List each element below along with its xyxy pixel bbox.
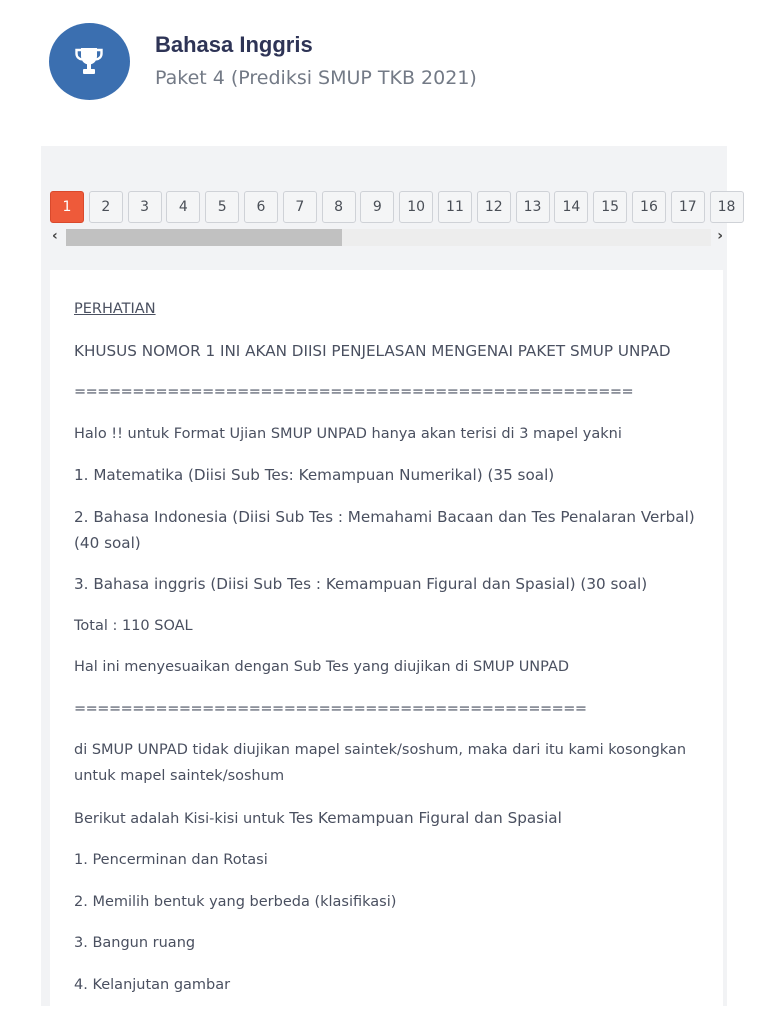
- subject-item: 2. Bahasa Indonesia (Diisi Sub Tes : Memahami Bacaan dan Tes Penalaran Verbal) (40 soal): [74, 507, 695, 552]
- kisi-intro-prefix: Berikut adalah Kisi-kisi untuk: [74, 810, 290, 827]
- scroll-thumb[interactable]: [66, 229, 342, 246]
- saintek-text: di SMUP UNPAD tidak diujikan mapel saintek/soshum, maka dari itu kami kosongkan untuk mapel saintek/soshum: [74, 742, 687, 784]
- question-number-button-17[interactable]: 17: [671, 191, 705, 223]
- horizontal-scrollbar[interactable]: [50, 229, 727, 246]
- page-title: Bahasa Inggris: [155, 32, 313, 57]
- notice-text: KHUSUS NOMOR 1 INI AKAN DIISI PENJELASAN MENGENAI PAKET SMUP UNPAD: [74, 341, 671, 360]
- question-panel: [41, 146, 736, 1006]
- question-number-button-7[interactable]: 7: [283, 191, 317, 223]
- kisi-item: 4. Kelanjutan gambar: [74, 976, 231, 993]
- page-subtitle: Paket 4 (Prediksi SMUP TKB 2021): [155, 67, 477, 89]
- subject-item: 1. Matematika (Diisi Sub Tes: Kemampuan Numerikal) (35 soal): [74, 466, 555, 484]
- intro-text: Halo !! untuk Format Ujian SMUP UNPAD hanya akan terisi di 3 mapel yakni: [74, 425, 622, 442]
- total-text: Total : 110 SOAL: [74, 617, 193, 634]
- question-number-button-18[interactable]: 18: [710, 191, 744, 223]
- question-number-button-5[interactable]: 5: [205, 191, 239, 223]
- kisi-item: 1. Pencerminan dan Rotasi: [74, 852, 268, 868]
- scroll-left-icon[interactable]: ‹: [52, 228, 58, 244]
- kisi-item: 3. Bangun ruang: [74, 935, 196, 951]
- question-number-button-6[interactable]: 6: [244, 191, 278, 223]
- separator-line: ================================================: [74, 384, 634, 400]
- kisi-subject: Tes Kemampuan Figural dan Spasial: [289, 808, 562, 827]
- trophy-icon: [73, 45, 105, 77]
- question-number-button-12[interactable]: 12: [477, 191, 511, 223]
- question-number-button-4[interactable]: 4: [166, 191, 200, 223]
- question-number-button-15[interactable]: 15: [593, 191, 627, 223]
- question-number-button-16[interactable]: 16: [632, 191, 666, 223]
- scroll-right-icon[interactable]: ›: [717, 228, 723, 244]
- question-number-button-1[interactable]: 1: [50, 191, 84, 223]
- question-number-button-3[interactable]: 3: [128, 191, 162, 223]
- adjust-text: Hal ini menyesuaikan dengan Sub Tes yang diujikan di SMUP UNPAD: [74, 659, 570, 675]
- notice-heading: PERHATIAN: [74, 301, 156, 317]
- question-number-button-13[interactable]: 13: [516, 191, 550, 223]
- separator-line: ============================================: [74, 700, 587, 717]
- scroll-track[interactable]: [66, 229, 711, 246]
- question-number-button-11[interactable]: 11: [438, 191, 472, 223]
- subject-item: 3. Bahasa inggris (Diisi Sub Tes : Kemampuan Figural dan Spasial) (30 soal): [74, 575, 648, 593]
- question-number-button-14[interactable]: 14: [554, 191, 588, 223]
- kisi-intro: [74, 805, 704, 832]
- question-number-button-8[interactable]: 8: [322, 191, 356, 223]
- question-number-list: [50, 191, 748, 225]
- kisi-item: 2. Memilih bentuk yang berbeda (klasifikasi): [74, 893, 397, 910]
- question-number-button-9[interactable]: 9: [360, 191, 394, 223]
- question-number-button-2[interactable]: 2: [89, 191, 123, 223]
- question-number-strip[interactable]: [50, 191, 736, 225]
- question-content-card: [50, 270, 723, 1010]
- trophy-badge: [49, 23, 130, 100]
- question-number-button-10[interactable]: 10: [399, 191, 433, 223]
- question-text: [74, 296, 704, 1013]
- header: [49, 23, 729, 103]
